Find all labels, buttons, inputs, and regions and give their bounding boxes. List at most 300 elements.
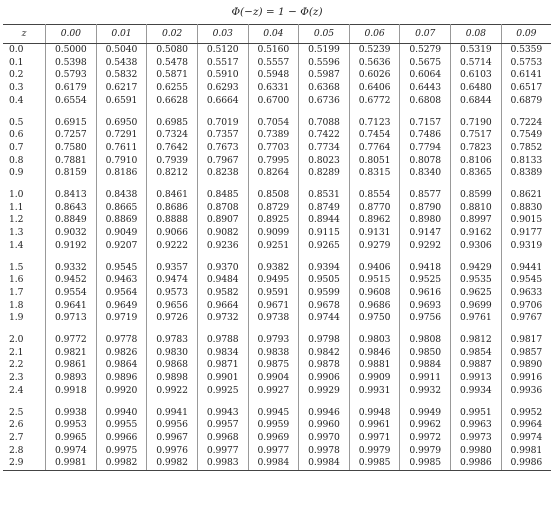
probability-cell: 0.7257 (46, 129, 97, 142)
probability-cell: 0.8621 (510, 189, 543, 201)
probability-cell: 0.8869 (96, 214, 147, 227)
spacer-cell (349, 108, 400, 117)
probability-cell: 0.9925 (197, 385, 248, 398)
table-row (3, 312, 551, 325)
table-row (3, 69, 551, 82)
probability-cell: 0.7794 (400, 142, 451, 155)
probability-cell: 0.6255 (147, 82, 198, 95)
probability-cell: 0.8289 (299, 167, 350, 180)
z-value-cell: 0.7 (3, 142, 46, 155)
probability-cell: 0.9732 (197, 312, 248, 325)
probability-cell: 0.9678 (299, 300, 350, 313)
probability-cell: 0.8023 (299, 155, 350, 168)
spacer-cell (400, 180, 451, 189)
probability-cell: 0.9525 (400, 274, 451, 287)
probability-cell: 0.9945 (248, 407, 299, 420)
probability-cell: 0.9772 (46, 334, 97, 347)
probability-cell: 0.8531 (299, 189, 350, 202)
probability-cell: 0.9906 (299, 372, 350, 385)
probability-cell: 0.7611 (96, 142, 147, 155)
probability-cell: 0.6808 (400, 95, 451, 108)
probability-cell: 0.8686 (147, 202, 198, 215)
spacer-cell (96, 108, 147, 117)
probability-cell: 0.9370 (197, 262, 248, 275)
probability-cell: 0.6331 (248, 82, 299, 95)
z-value-cell: 0.9 (3, 167, 46, 180)
column-header: 0.02 (147, 25, 198, 44)
table-row (3, 57, 551, 70)
probability-cell: 0.9978 (299, 445, 350, 458)
table-row (3, 334, 551, 347)
probability-cell: 0.9901 (197, 372, 248, 385)
table-row (3, 44, 551, 57)
probability-cell: 0.9986 (451, 457, 502, 470)
probability-cell: 0.8810 (451, 202, 502, 215)
spacer-cell (299, 108, 350, 117)
probability-cell: 0.9686 (349, 300, 400, 313)
z-value-cell: 2.0 (3, 334, 46, 347)
probability-cell: 0.8907 (197, 214, 248, 227)
probability-cell: 0.6141 (510, 69, 543, 81)
spacer-cell (3, 398, 46, 407)
probability-cell: 0.9951 (451, 407, 502, 420)
probability-cell: 0.9738 (248, 312, 299, 325)
probability-cell: 0.7357 (197, 129, 248, 142)
z-value-cell: 0.5 (3, 117, 46, 130)
probability-cell: 0.9959 (248, 419, 299, 432)
probability-cell: 0.9719 (96, 312, 147, 325)
probability-cell: 0.5160 (248, 44, 299, 57)
probability-cell: 0.5675 (400, 57, 451, 70)
probability-cell: 0.9319 (510, 239, 543, 251)
table-row (3, 457, 551, 470)
probability-cell: 0.9554 (46, 287, 97, 300)
probability-cell: 0.9968 (197, 432, 248, 445)
table-row (3, 227, 551, 240)
spacer-cell (248, 398, 299, 407)
probability-cell: 0.9394 (299, 262, 350, 275)
probability-cell: 0.9967 (147, 432, 198, 445)
probability-cell: 0.9946 (299, 407, 350, 420)
probability-cell: 0.7549 (510, 129, 543, 141)
table-row (3, 117, 551, 130)
probability-cell: 0.6700 (248, 95, 299, 108)
probability-cell: 0.6844 (451, 95, 502, 108)
z-value-cell: 0.6 (3, 129, 46, 142)
probability-cell: 0.6179 (46, 82, 97, 95)
probability-cell: 0.8708 (197, 202, 248, 215)
probability-cell: 0.9963 (451, 419, 502, 432)
probability-cell: 0.8729 (248, 202, 299, 215)
spacer-cell (147, 253, 198, 262)
probability-cell: 0.6628 (147, 95, 198, 108)
group-spacer (3, 398, 551, 407)
table-row (3, 300, 551, 313)
probability-cell: 0.9332 (46, 262, 97, 275)
table-row (3, 445, 551, 458)
table-row (3, 385, 551, 398)
column-header: 0.06 (349, 25, 400, 44)
probability-cell: 0.5080 (147, 44, 198, 57)
probability-cell: 0.9975 (96, 445, 147, 458)
probability-cell: 0.9474 (147, 274, 198, 287)
probability-cell: 0.6985 (147, 117, 198, 130)
probability-cell: 0.8508 (248, 189, 299, 202)
probability-cell: 0.8159 (46, 167, 97, 180)
probability-cell: 0.9115 (299, 227, 350, 240)
probability-cell: 0.9893 (46, 372, 97, 385)
spacer-cell (46, 180, 97, 189)
probability-cell: 0.9452 (46, 274, 97, 287)
probability-cell: 0.9977 (197, 445, 248, 458)
probability-cell: 0.9927 (248, 385, 299, 398)
table-row (3, 287, 551, 300)
table-row (3, 419, 551, 432)
probability-cell: 0.6103 (451, 69, 502, 82)
z-value-cell: 1.2 (3, 214, 46, 227)
probability-cell: 0.9953 (46, 419, 97, 432)
probability-cell: 0.9981 (46, 457, 97, 470)
z-value-cell: 1.0 (3, 189, 46, 202)
probability-cell: 0.9162 (451, 227, 502, 240)
probability-cell: 0.9761 (451, 312, 502, 325)
probability-cell: 0.9974 (510, 431, 543, 443)
spacer-cell (3, 325, 46, 334)
probability-cell: 0.9808 (400, 334, 451, 347)
z-value-cell: 2.8 (3, 445, 46, 458)
probability-cell: 0.9871 (197, 359, 248, 372)
spacer-cell (197, 253, 248, 262)
probability-cell: 0.6736 (299, 95, 350, 108)
probability-cell: 0.7703 (248, 142, 299, 155)
group-spacer (3, 253, 551, 262)
probability-cell: 0.9985 (349, 457, 400, 470)
probability-cell: 0.9936 (510, 384, 543, 396)
probability-cell: 0.6026 (349, 69, 400, 82)
spacer-cell (451, 398, 502, 407)
spacer-cell (400, 253, 451, 262)
spacer-cell (349, 325, 400, 334)
probability-cell: 0.9082 (197, 227, 248, 240)
probability-cell: 0.7967 (197, 155, 248, 168)
probability-cell: 0.8849 (46, 214, 97, 227)
spacer-cell (501, 398, 551, 407)
probability-cell: 0.9812 (451, 334, 502, 347)
probability-cell: 0.9793 (248, 334, 299, 347)
probability-cell: 0.8186 (96, 167, 147, 180)
probability-cell: 0.8643 (46, 202, 97, 215)
probability-cell: 0.9099 (248, 227, 299, 240)
probability-cell: 0.9976 (147, 445, 198, 458)
spacer-cell (299, 180, 350, 189)
probability-cell: 0.8962 (349, 214, 400, 227)
probability-cell: 0.9656 (147, 300, 198, 313)
probability-cell: 0.9918 (46, 385, 97, 398)
column-header-z: z (3, 25, 46, 44)
probability-cell: 0.9952 (510, 406, 543, 418)
probability-cell: 0.9932 (400, 385, 451, 398)
probability-cell: 0.9972 (400, 432, 451, 445)
probability-cell: 0.8599 (451, 189, 502, 202)
spacer-cell (46, 325, 97, 334)
probability-cell: 0.9861 (46, 359, 97, 372)
probability-cell: 0.9131 (349, 227, 400, 240)
table-row (3, 142, 551, 155)
spacer-cell (3, 180, 46, 189)
probability-cell: 0.9192 (46, 240, 97, 253)
table-caption: Φ(−z) = 1 − Φ(z) (231, 6, 323, 18)
table-row (3, 82, 551, 95)
probability-cell: 0.9965 (46, 432, 97, 445)
spacer-cell (197, 108, 248, 117)
table-row (3, 372, 551, 385)
probability-cell: 0.9251 (248, 240, 299, 253)
probability-cell: 0.9236 (197, 240, 248, 253)
probability-cell: 0.9545 (510, 274, 543, 286)
table-row (3, 167, 551, 180)
spacer-cell (147, 108, 198, 117)
probability-cell: 0.6950 (96, 117, 147, 130)
probability-cell: 0.7517 (451, 129, 502, 142)
probability-cell: 0.8554 (349, 189, 400, 202)
probability-cell: 0.6217 (96, 82, 147, 95)
probability-cell: 0.9713 (46, 312, 97, 325)
probability-cell: 0.9934 (451, 385, 502, 398)
probability-cell: 0.9970 (299, 432, 350, 445)
probability-cell: 0.9207 (96, 240, 147, 253)
probability-cell: 0.8051 (349, 155, 400, 168)
spacer-cell (147, 325, 198, 334)
probability-cell: 0.9984 (248, 457, 299, 470)
spacer-cell (451, 108, 502, 117)
probability-cell: 0.9984 (299, 457, 350, 470)
probability-cell: 0.9966 (96, 432, 147, 445)
header-row (3, 25, 551, 44)
probability-cell: 0.9222 (147, 240, 198, 253)
probability-cell: 0.9826 (96, 347, 147, 360)
spacer-cell (451, 253, 502, 262)
spacer-cell (299, 398, 350, 407)
probability-cell: 0.5517 (197, 57, 248, 70)
probability-cell: 0.9032 (46, 227, 97, 240)
probability-cell: 0.9909 (349, 372, 400, 385)
probability-cell: 0.9890 (510, 359, 543, 371)
probability-cell: 0.9515 (349, 274, 400, 287)
probability-cell: 0.5753 (510, 56, 543, 68)
probability-cell: 0.9441 (510, 261, 543, 273)
column-header: 0.08 (451, 25, 502, 44)
probability-cell: 0.9878 (299, 359, 350, 372)
probability-cell: 0.8485 (197, 189, 248, 202)
probability-cell: 0.5000 (46, 44, 97, 57)
table-row (3, 347, 551, 360)
column-header: 0.00 (46, 25, 97, 44)
probability-cell: 0.9929 (299, 385, 350, 398)
probability-cell: 0.9608 (349, 287, 400, 300)
spacer-cell (46, 253, 97, 262)
probability-cell: 0.6293 (197, 82, 248, 95)
probability-cell: 0.6480 (451, 82, 502, 95)
probability-cell: 0.6406 (349, 82, 400, 95)
probability-cell: 0.9961 (349, 419, 400, 432)
spacer-cell (96, 253, 147, 262)
column-header: 0.05 (299, 25, 350, 44)
probability-cell: 0.8790 (400, 202, 451, 215)
probability-cell: 0.9830 (147, 347, 198, 360)
z-value-cell: 1.1 (3, 202, 46, 215)
probability-cell: 0.9949 (400, 407, 451, 420)
probability-cell: 0.9913 (451, 372, 502, 385)
probability-cell: 0.9938 (46, 407, 97, 420)
probability-cell: 0.9429 (451, 262, 502, 275)
spacer-cell (248, 325, 299, 334)
probability-cell: 0.9066 (147, 227, 198, 240)
z-value-cell: 1.3 (3, 227, 46, 240)
probability-cell: 0.8264 (248, 167, 299, 180)
probability-cell: 0.9279 (349, 240, 400, 253)
z-value-cell: 2.7 (3, 432, 46, 445)
probability-cell: 0.9940 (96, 407, 147, 420)
spacer-cell (349, 180, 400, 189)
probability-cell: 0.8770 (349, 202, 400, 215)
probability-cell: 0.7291 (96, 129, 147, 142)
probability-cell: 0.9778 (96, 334, 147, 347)
probability-cell: 0.9969 (248, 432, 299, 445)
probability-cell: 0.6772 (349, 95, 400, 108)
table-row (3, 129, 551, 142)
spacer-cell (501, 253, 551, 262)
probability-cell: 0.9382 (248, 262, 299, 275)
probability-cell: 0.9664 (197, 300, 248, 313)
probability-cell: 0.8830 (510, 201, 543, 213)
probability-cell: 0.5478 (147, 57, 198, 70)
probability-cell: 0.9788 (197, 334, 248, 347)
probability-cell: 0.9767 (510, 312, 543, 324)
probability-cell: 0.8665 (96, 202, 147, 215)
probability-cell: 0.8980 (400, 214, 451, 227)
probability-cell: 0.8925 (248, 214, 299, 227)
probability-cell: 0.9535 (451, 274, 502, 287)
probability-cell: 0.9904 (248, 372, 299, 385)
probability-cell: 0.9177 (510, 227, 543, 239)
probability-cell: 0.9817 (510, 334, 543, 346)
spacer-cell (400, 398, 451, 407)
probability-cell: 0.8389 (510, 167, 543, 179)
probability-cell: 0.5398 (46, 57, 97, 70)
table-row (3, 189, 551, 202)
probability-cell: 0.5793 (46, 69, 97, 82)
spacer-cell (248, 253, 299, 262)
z-value-cell: 0.0 (3, 44, 46, 57)
probability-cell: 0.9881 (349, 359, 400, 372)
table-row (3, 155, 551, 168)
spacer-cell (147, 180, 198, 189)
probability-cell: 0.5871 (147, 69, 198, 82)
z-value-cell: 2.3 (3, 372, 46, 385)
z-value-cell: 2.5 (3, 407, 46, 420)
z-value-cell: 0.4 (3, 95, 46, 108)
probability-cell: 0.7324 (147, 129, 198, 142)
probability-cell: 0.9573 (147, 287, 198, 300)
probability-cell: 0.8365 (451, 167, 502, 180)
probability-cell: 0.6443 (400, 82, 451, 95)
probability-cell: 0.9699 (451, 300, 502, 313)
z-value-cell: 0.3 (3, 82, 46, 95)
probability-cell: 0.8577 (400, 189, 451, 202)
probability-cell: 0.9887 (451, 359, 502, 372)
probability-cell: 0.9633 (510, 286, 543, 298)
spacer-cell (501, 180, 551, 189)
probability-cell: 0.9979 (349, 445, 400, 458)
table-row (3, 202, 551, 215)
column-header: 0.01 (96, 25, 147, 44)
spacer-cell (451, 325, 502, 334)
probability-cell: 0.7454 (349, 129, 400, 142)
probability-cell: 0.9726 (147, 312, 198, 325)
probability-cell: 0.9616 (400, 287, 451, 300)
spacer-cell (197, 180, 248, 189)
probability-cell: 0.9756 (400, 312, 451, 325)
probability-cell: 0.9357 (147, 262, 198, 275)
probability-cell: 0.9744 (299, 312, 350, 325)
spacer-cell (349, 253, 400, 262)
probability-cell: 0.6915 (46, 117, 97, 130)
table-row (3, 359, 551, 372)
probability-cell: 0.5359 (510, 44, 543, 55)
spacer-cell (299, 325, 350, 334)
probability-cell: 0.7019 (197, 117, 248, 130)
group-spacer (3, 325, 551, 334)
probability-cell: 0.9979 (400, 445, 451, 458)
probability-cell: 0.9981 (510, 444, 543, 456)
spacer-cell (451, 180, 502, 189)
probability-cell: 0.9973 (451, 432, 502, 445)
probability-cell: 0.9564 (96, 287, 147, 300)
probability-cell: 0.5832 (96, 69, 147, 82)
probability-cell: 0.9962 (400, 419, 451, 432)
probability-cell: 0.7054 (248, 117, 299, 130)
probability-cell: 0.5199 (299, 44, 350, 57)
z-value-cell: 1.7 (3, 287, 46, 300)
probability-cell: 0.9956 (147, 419, 198, 432)
probability-cell: 0.5120 (197, 44, 248, 57)
probability-cell: 0.9582 (197, 287, 248, 300)
probability-cell: 0.9922 (147, 385, 198, 398)
spacer-cell (96, 325, 147, 334)
spacer-cell (3, 253, 46, 262)
spacer-cell (197, 398, 248, 407)
table-body (3, 44, 551, 471)
probability-cell: 0.5910 (197, 69, 248, 82)
spacer-cell (400, 108, 451, 117)
probability-cell: 0.9625 (451, 287, 502, 300)
probability-cell: 0.9986 (501, 457, 551, 470)
spacer-cell (501, 325, 551, 334)
z-value-cell: 2.6 (3, 419, 46, 432)
probability-cell: 0.9803 (349, 334, 400, 347)
probability-cell: 0.7734 (299, 142, 350, 155)
probability-cell: 0.7995 (248, 155, 299, 168)
table-row (3, 214, 551, 227)
probability-cell: 0.9641 (46, 300, 97, 313)
probability-cell: 0.9854 (451, 347, 502, 360)
probability-cell: 0.9974 (46, 445, 97, 458)
probability-cell: 0.6368 (299, 82, 350, 95)
table-row (3, 274, 551, 287)
probability-cell: 0.9964 (510, 419, 543, 431)
probability-cell: 0.8340 (400, 167, 451, 180)
probability-cell: 0.9957 (197, 419, 248, 432)
